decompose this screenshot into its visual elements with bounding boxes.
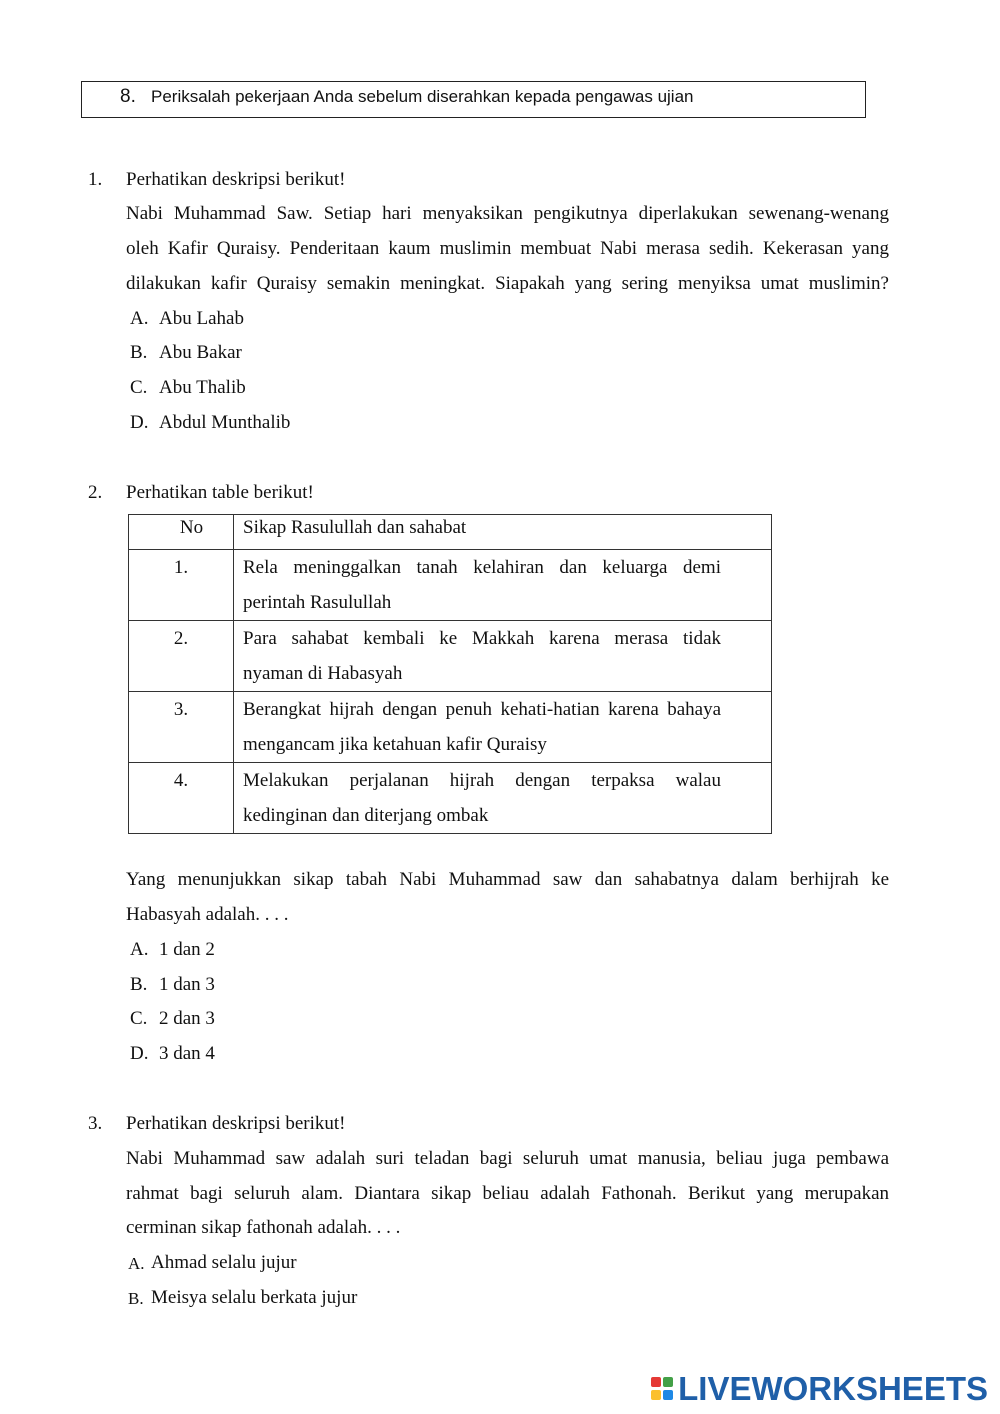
question-2-text-line: Yang menunjukkan sikap tabah Nabi Muhammad saw dan sahabatnya dalam berhijrah ke [126, 869, 889, 890]
question-1-text-line: oleh Kafir Quraisy. Penderitaan kaum muslimin membuat Nabi merasa sedih. Kekerasan yang [126, 238, 889, 259]
question-3-text-line: cerminan sikap fathonah adalah. . . . [126, 1217, 401, 1238]
liveworksheets-logo [650, 1371, 988, 1407]
logo-text: LIVEWORKSHEETS [678, 1370, 988, 1407]
table-cell-attitude [234, 763, 772, 834]
q3-option-b-letter: B. [128, 1289, 144, 1308]
q2-option-d-letter: D. [130, 1043, 149, 1064]
q2-option-b-letter: B. [130, 974, 148, 995]
table-cell-no: 2. [129, 621, 234, 692]
q1-option-a[interactable]: Abu Lahab [159, 308, 244, 329]
table-cell-no: 4. [129, 763, 234, 834]
q1-option-c-letter: C. [130, 377, 148, 398]
table-cell-line: Para sahabat kembali ke Makkah karena merasa tidak [243, 628, 721, 649]
q1-option-a-letter: A. [130, 308, 149, 329]
q2-option-a-letter: A. [130, 939, 149, 960]
question-1-number: 1. [88, 169, 103, 190]
q3-option-a[interactable]: Ahmad selalu jujur [151, 1252, 297, 1273]
q1-option-d[interactable]: Abdul Munthalib [159, 412, 291, 433]
q3-option-b[interactable]: Meisya selalu berkata jujur [151, 1287, 358, 1308]
table-header-attitude: Sikap Rasulullah dan sahabat [234, 515, 772, 550]
q2-option-b[interactable]: 1 dan 3 [159, 974, 215, 995]
table-row [129, 621, 772, 692]
table-cell-line: Berangkat hijrah dengan penuh kehati-hatian karena bahaya [243, 699, 721, 720]
table-cell-line: mengancam jika ketahuan kafir Quraisy [243, 734, 547, 755]
q2-option-a[interactable]: 1 dan 2 [159, 939, 215, 960]
q1-option-d-letter: D. [130, 412, 149, 433]
instruction-number: 8. [120, 86, 136, 107]
q1-option-b-letter: B. [130, 342, 148, 363]
table-cell-attitude [234, 621, 772, 692]
logo-mark-icon [650, 1374, 676, 1404]
question-1-text-line: dilakukan kafir Quraisy semakin meningkat. Siapakah yang sering menyiksa umat muslimin? [126, 273, 889, 294]
q1-option-c[interactable]: Abu Thalib [159, 377, 246, 398]
question-3-text-line: Nabi Muhammad saw adalah suri teladan bagi seluruh umat manusia, beliau juga pembawa [126, 1148, 889, 1169]
question-3-intro: Perhatikan deskripsi berikut! [126, 1113, 346, 1134]
q2-option-c-letter: C. [130, 1008, 148, 1029]
question-3-number: 3. [88, 1113, 103, 1134]
question-2-intro: Perhatikan table berikut! [126, 482, 314, 503]
attitude-table [128, 514, 772, 834]
table-row [129, 550, 772, 621]
q3-option-a-letter: A. [128, 1254, 145, 1273]
table-header-row [129, 515, 772, 550]
table-row [129, 692, 772, 763]
table-row [129, 763, 772, 834]
question-2-text-line: Habasyah adalah. . . . [126, 904, 289, 925]
table-cell-line: Melakukan perjalanan hijrah dengan terpaksa walau [243, 770, 721, 791]
table-cell-line: Rela meninggalkan tanah kelahiran dan keluarga demi [243, 557, 721, 578]
question-2-number: 2. [88, 482, 103, 503]
table-cell-line: perintah Rasulullah [243, 592, 392, 613]
question-3-text-line: rahmat bagi seluruh alam. Diantara sikap beliau adalah Fathonah. Berikut yang merupakan [126, 1183, 889, 1204]
table-cell-line: nyaman di Habasyah [243, 663, 403, 684]
question-1-intro: Perhatikan deskripsi berikut! [126, 169, 346, 190]
table-cell-attitude [234, 550, 772, 621]
instruction-text: Periksalah pekerjaan Anda sebelum diserahkan kepada pengawas ujian [151, 87, 694, 106]
table-cell-no: 3. [129, 692, 234, 763]
question-1-text-line: Nabi Muhammad Saw. Setiap hari menyaksikan pengikutnya diperlakukan sewenang-wenang [126, 203, 889, 224]
q1-option-b[interactable]: Abu Bakar [159, 342, 242, 363]
instruction-box [81, 81, 866, 118]
q2-option-c[interactable]: 2 dan 3 [159, 1008, 215, 1029]
table-cell-line: kedinginan dan diterjang ombak [243, 805, 489, 826]
table-cell-no: 1. [129, 550, 234, 621]
q2-option-d[interactable]: 3 dan 4 [159, 1043, 215, 1064]
table-header-no: No [129, 515, 234, 550]
table-cell-attitude [234, 692, 772, 763]
